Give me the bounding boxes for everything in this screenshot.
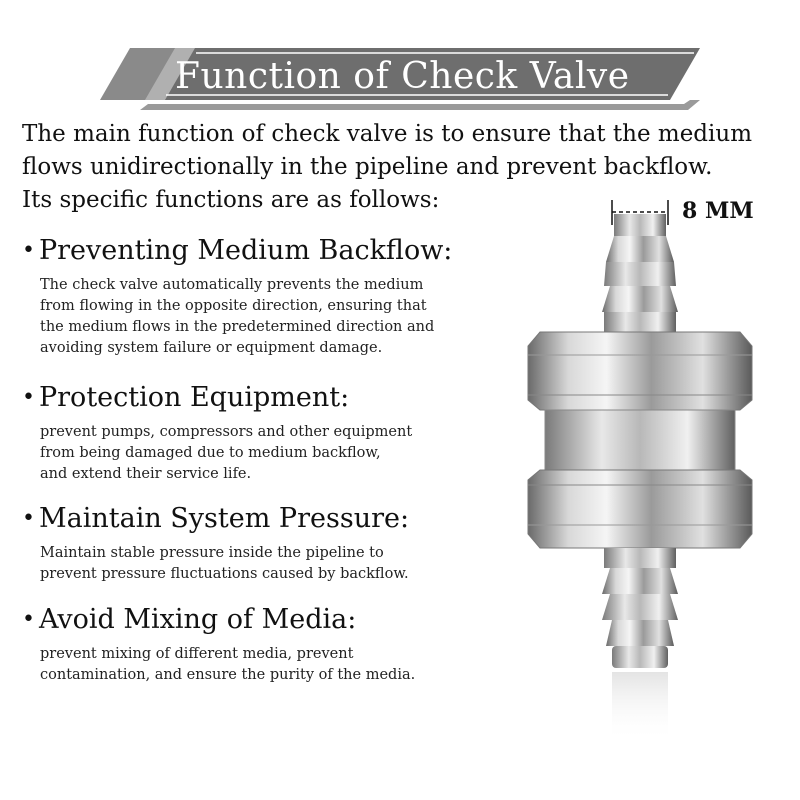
section-heading [22,602,492,638]
intro-line: Its specific functions are as follows: [22,187,440,213]
section-body [40,644,492,686]
section-backflow [22,233,492,359]
body-line: The check valve automatically prevents the medium [40,277,424,293]
check-valve-image [505,195,800,800]
body-line: contamination, and ensure the purity of the media. [40,667,416,683]
section-title: Maintain System Pressure: [38,503,410,534]
section-body [40,422,492,485]
intro-line: flows unidirectionally in the pipeline and prevent backflow. [22,154,713,180]
body-line: prevent mixing of different media, prevent [40,646,354,662]
section-body [40,275,492,359]
title-banner [0,0,800,120]
body-line: and extend their service life. [40,466,252,482]
section-heading [22,501,492,537]
body-line: the medium flows in the predetermined direction and [40,319,435,335]
section-body [40,543,492,585]
section-mixing [22,602,492,686]
section-heading [22,233,492,269]
section-heading [22,380,492,416]
bullet-icon: • [22,607,35,632]
section-protection [22,380,492,485]
section-title: Avoid Mixing of Media: [38,604,357,635]
section-pressure [22,501,492,585]
section-title: Protection Equipment: [38,382,350,413]
body-line: prevent pressure fluctuations caused by backflow. [40,566,409,582]
body-line: prevent pumps, compressors and other equipment [40,424,413,440]
body-line: from flowing in the opposite direction, ensuring that [40,298,427,314]
bullet-icon: • [22,385,35,410]
dimension-label: 8 MM [682,198,754,224]
body-line: Maintain stable pressure inside the pipeline to [40,545,384,561]
body-line: from being damaged due to medium backflow, [40,445,381,461]
bullet-icon: • [22,238,35,263]
page-title: Function of Check Valve [175,56,630,97]
bullet-icon: • [22,506,35,531]
section-title: Preventing Medium Backflow: [38,235,453,266]
intro-line: The main function of check valve is to ensure that the medium [22,121,753,147]
body-line: avoiding system failure or equipment damage. [40,340,383,356]
